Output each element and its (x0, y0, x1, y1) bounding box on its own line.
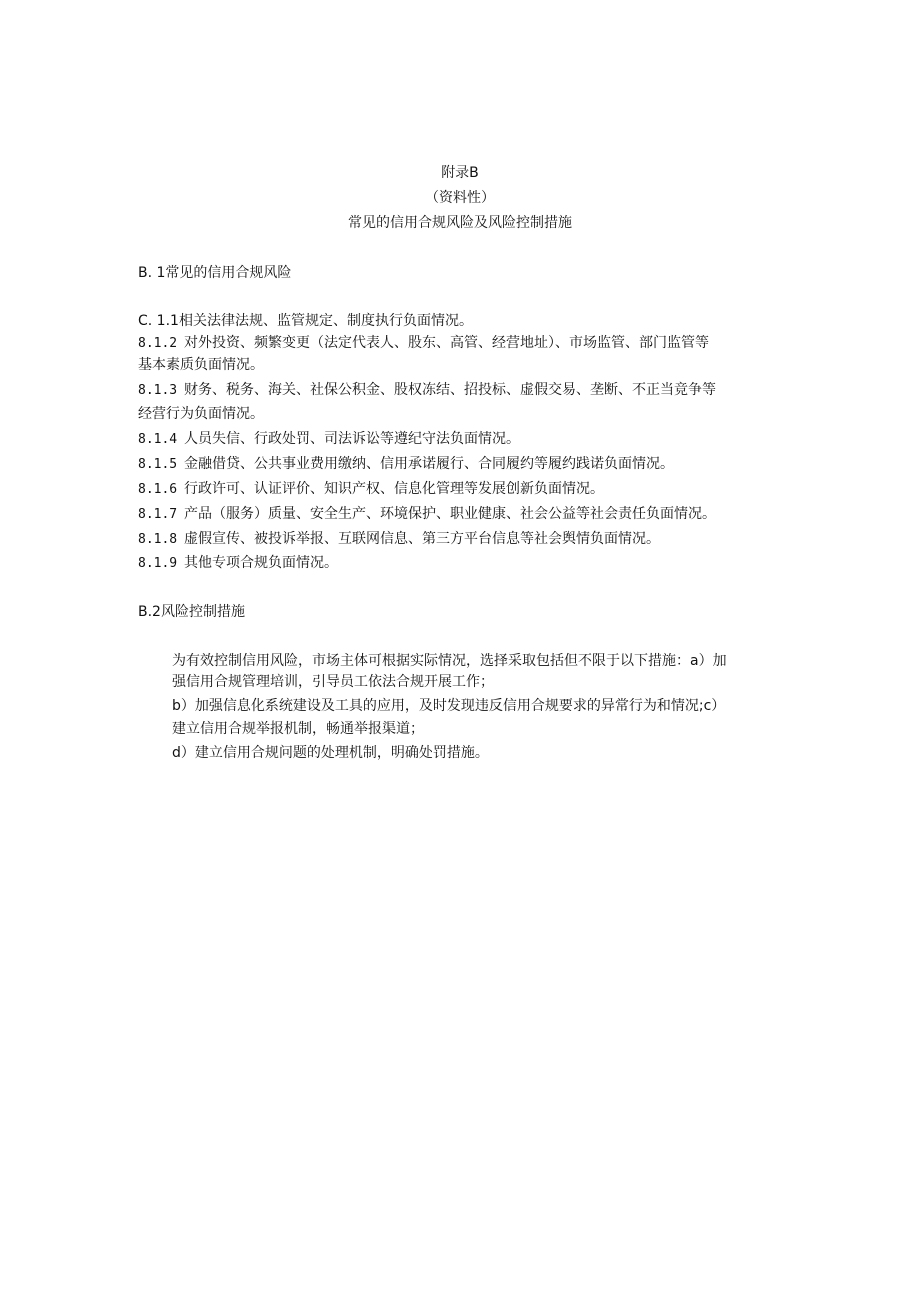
section2-heading: B.2风险控制措施 (138, 604, 245, 620)
clause-text: 人员失信、行政处罚、司法诉讼等遵纪守法负面情况。 (184, 431, 520, 447)
clause-1-9 (138, 553, 788, 574)
clause-number: 8.1.3 (138, 383, 178, 398)
clause-text: 行政许可、认证评价、知识产权、信息化管理等发展创新负面情况。 (184, 481, 604, 497)
clause-number: 8.1.7 (138, 507, 178, 522)
clause-text: 其他专项合规负面情况。 (184, 555, 338, 571)
measures-line-1: 为有效控制信用风险，市场主体可根据实际情况，选择采取包括但不限于以下措施：a）加 (172, 653, 727, 669)
appendix-title: 附录B (441, 165, 479, 181)
clause-1-8 (138, 529, 788, 550)
appendix-main-title: 常见的信用合规风险及风险控制措施 (348, 215, 572, 231)
clause-number: 8.1.5 (138, 457, 178, 472)
section1-heading: B. 1常见的信用合规风险 (138, 265, 292, 281)
clause-text: 对外投资、频繁变更（法定代表人、股东、高管、经营地址）、市场监管、部门监管等 (184, 335, 709, 351)
clause-number: 8.1.4 (138, 432, 178, 447)
clause-number: 8.1.2 (138, 336, 178, 351)
clause-1-5 (138, 454, 788, 475)
clause-1-3 (138, 380, 788, 401)
clause-number: 8.1.8 (138, 532, 178, 547)
clause-1-6 (138, 479, 788, 500)
clause-number: 8.1.9 (138, 556, 178, 571)
clause-text: 产品（服务）质量、安全生产、环境保护、职业健康、社会公益等社会责任负面情况。 (184, 506, 716, 522)
measures-line-4: 建立信用合规举报机制，畅通举报渠道； (172, 721, 424, 737)
clause-text: 金融借贷、公共事业费用缴纳、信用承诺履行、合同履约等履约践诺负面情况。 (184, 456, 674, 472)
clause-1-7 (138, 504, 788, 525)
clause-1-2 (138, 333, 788, 354)
measures-line-3: b）加强信息化系统建设及工具的应用，及时发现违反信用合规要求的异常行为和情况;c） (172, 698, 726, 714)
clause-number: 8.1.6 (138, 482, 178, 497)
clause-1-2-continued: 基本素质负面情况。 (138, 357, 264, 373)
appendix-subtitle: （资料性） (425, 190, 495, 206)
clause-text: 财务、税务、海关、社保公积金、股权冻结、招投标、虚假交易、垄断、不正当竞争等 (184, 382, 716, 398)
measures-line-5: d）建立信用合规问题的处理机制，明确处罚措施。 (172, 745, 489, 761)
clause-1-4 (138, 429, 788, 450)
measures-line-2: 强信用合规管理培训，引导员工依法合规开展工作； (172, 674, 494, 690)
clause-1-3-continued: 经营行为负面情况。 (138, 406, 264, 422)
clause-1-1: C. 1.1相关法律法规、监管规定、制度执行负面情况。 (138, 313, 473, 329)
clause-text: 虚假宣传、被投诉举报、互联网信息、第三方平台信息等社会舆情负面情况。 (184, 531, 660, 547)
